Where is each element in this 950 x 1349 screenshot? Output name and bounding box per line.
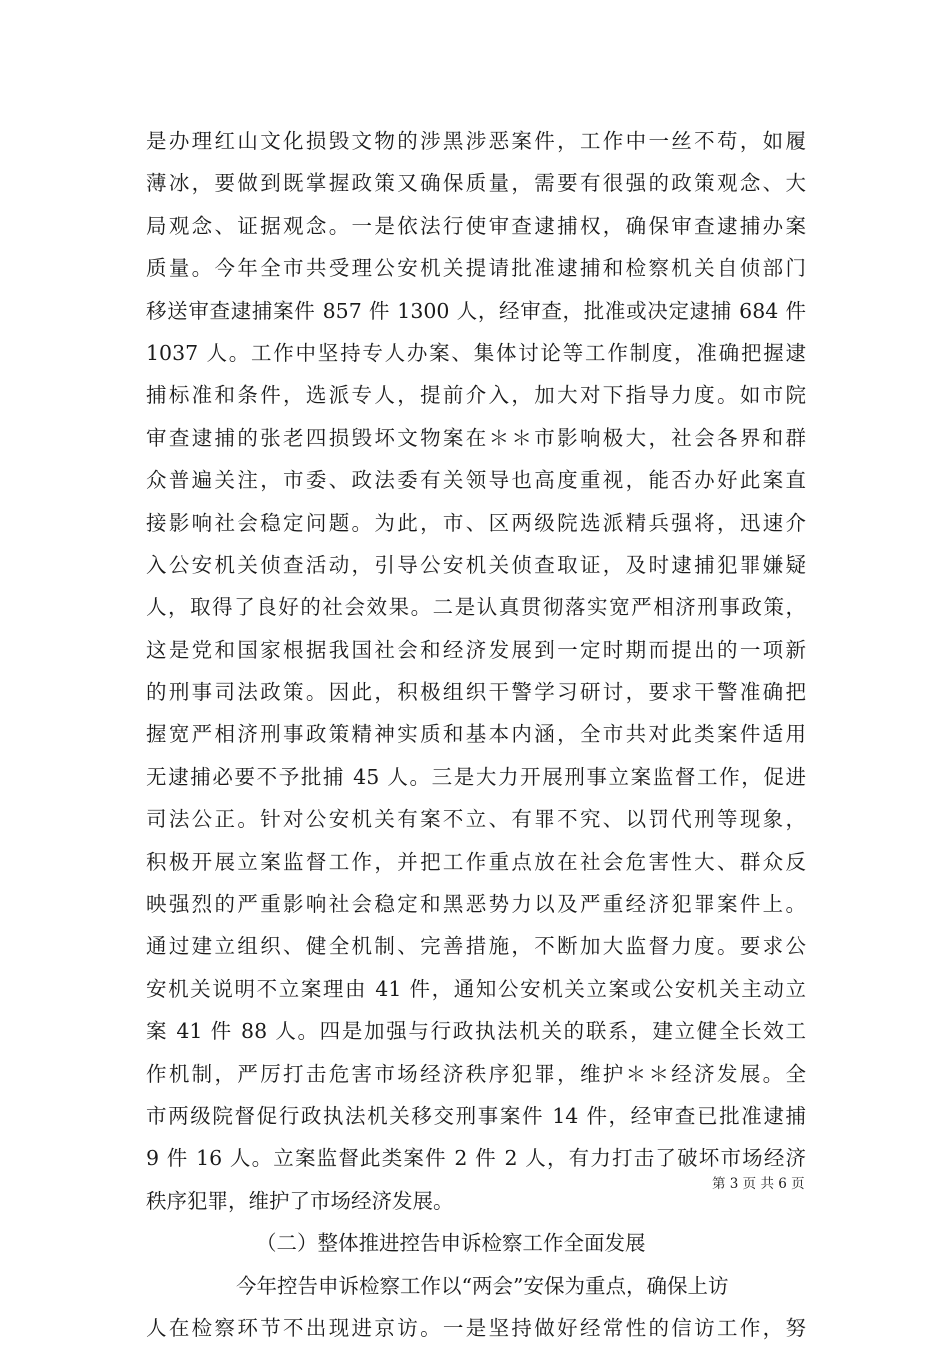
- page-number-footer: 第 3 页 共 6 页: [712, 1176, 805, 1192]
- paragraph-line-23: 作机制，严厉打击危害市场经济秩序犯罪，维护＊＊经济发展。全: [146, 1061, 806, 1086]
- paragraph-line-18: 积极开展立案监督工作，并把工作重点放在社会危害性大、群众反: [146, 849, 806, 874]
- paragraph-line-24: 市两级院督促行政执法机关移交刑事案件 14 件，经审查已批准逮捕: [146, 1103, 806, 1128]
- paragraph-line-21: 安机关说明不立案理由 41 件，通知公安机关立案或公安机关主动立: [146, 976, 806, 1001]
- paragraph-line-2: 薄冰，要做到既掌握政策又确保质量，需要有很强的政策观念、大: [146, 171, 806, 196]
- paragraph-line-7: 捕标准和条件，选派专人，提前介入，加大对下指导力度。如市院: [146, 383, 806, 408]
- document-body: [146, 120, 806, 1349]
- paragraph-line-1: 是办理红山文化损毁文物的涉黑涉恶案件，工作中一丝不苟，如履: [146, 129, 806, 153]
- paragraph-line-10: 接影响社会稳定问题。为此，市、区两级院选派精兵强将，迅速介: [146, 510, 806, 535]
- paragraph-line-14: 的刑事司法政策。因此，积极组织干警学习研讨，要求干警准确把: [146, 680, 806, 705]
- paragraph-line-25: 9 件 16 人。立案监督此类案件 2 件 2 人，有力打击了破坏市场经济: [146, 1146, 806, 1171]
- paragraph-line-13: 这是党和国家根据我国社会和经济发展到一定时期而提出的一项新: [146, 637, 806, 662]
- paragraph-line-4: 质量。今年全市共受理公安机关提请批准逮捕和检察机关自侦部门: [146, 256, 806, 281]
- paragraph-line-8: 审查逮捕的张老四损毁坏文物案在＊＊市影响极大，社会各界和群: [146, 425, 806, 450]
- next-paragraph-line-1: 今年控告申诉检察工作以“两会”安保为重点，确保上访: [236, 1273, 729, 1298]
- paragraph-line-20: 通过建立组织、健全机制、完善措施，不断加大监督力度。要求公: [146, 934, 806, 959]
- paragraph-line-26: 秩序犯罪，维护了市场经济发展。: [146, 1188, 454, 1213]
- paragraph-line-9: 众普遍关注，市委、政法委有关领导也高度重视，能否办好此案直: [146, 468, 806, 493]
- paragraph-line-16: 无逮捕必要不予批捕 45 人。三是大力开展刑事立案监督工作，促进: [146, 764, 806, 789]
- paragraph-line-6: 1037 人。工作中坚持专人办案、集体讨论等工作制度，准确把握逮: [146, 340, 806, 365]
- section-heading: （二）整体推进控告申诉检察工作全面发展: [256, 1231, 646, 1256]
- paragraph-line-11: 入公安机关侦查活动，引导公安机关侦查取证，及时逮捕犯罪嫌疑: [146, 552, 806, 577]
- paragraph-line-12: 人，取得了良好的社会效果。二是认真贯彻落实宽严相济刑事政策，: [146, 595, 806, 620]
- paragraph-line-15: 握宽严相济刑事政策精神实质和基本内涵，全市共对此类案件适用: [146, 722, 806, 747]
- paragraph-line-19: 映强烈的严重影响社会稳定和黑恶势力以及严重经济犯罪案件上。: [146, 892, 806, 917]
- paragraph-line-17: 司法公正。针对公安机关有案不立、有罪不究、以罚代刑等现象，: [146, 807, 806, 832]
- paragraph-line-3: 局观念、证据观念。一是依法行使审查逮捕权，确保审查逮捕办案: [146, 213, 806, 238]
- paragraph-line-5: 移送审查逮捕案件 857 件 1300 人，经审查，批准或决定逮捕 684 件: [146, 298, 806, 323]
- paragraph-line-22: 案 41 件 88 人。四是加强与行政执法机关的联系，建立健全长效工: [146, 1019, 806, 1044]
- next-paragraph-line-2: 人在检察环节不出现进京访。一是坚持做好经常性的信访工作，努: [146, 1315, 806, 1340]
